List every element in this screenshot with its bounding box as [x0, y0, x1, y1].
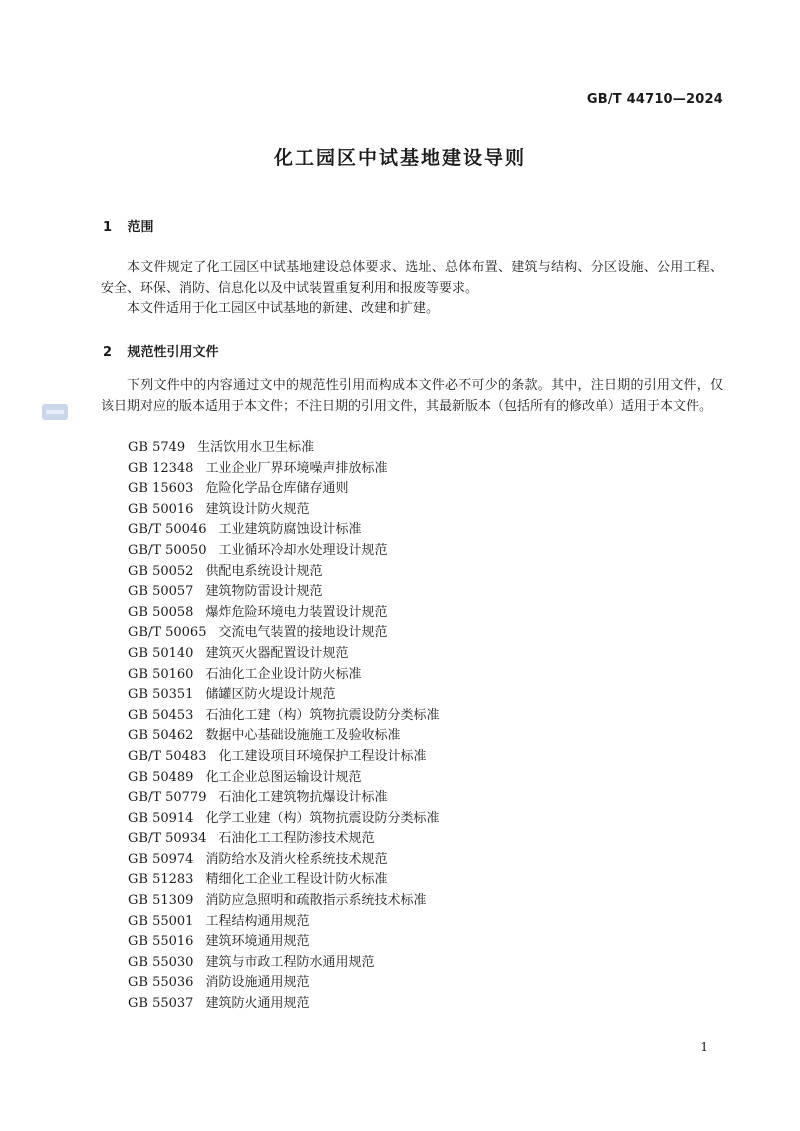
reference-item: [128, 953, 439, 974]
reference-title: 建筑与市政工程防水通用规范: [205, 954, 375, 970]
reference-item: [128, 932, 439, 953]
paragraph: 本文件规定了化工园区中试基地建设总体要求、选址、总体布置、建筑与结构、分区设施、公用工程、安全、环保、消防、信息化以及中试装置重复利用和报废等要求。: [101, 260, 723, 296]
section-heading-normative-references: [103, 341, 219, 360]
reference-item: [128, 809, 439, 830]
reference-title: 工业企业厂界环境噪声排放标准: [205, 460, 388, 476]
references-intro: [101, 376, 723, 417]
reference-code: GB 50058: [128, 604, 194, 620]
reference-code: GB 12348: [128, 460, 194, 476]
reference-code: GB/T 50934: [128, 831, 207, 847]
reference-title: 建筑灭火器配置设计规范: [205, 645, 349, 661]
section-number: 1: [103, 220, 113, 235]
reference-title: 化工建设项目环境保护工程设计标准: [218, 748, 427, 764]
reference-title: 建筑物防雷设计规范: [205, 584, 323, 600]
scope-body: [101, 258, 723, 320]
paragraph: 下列文件中的内容通过文中的规范性引用而构成本文件必不可少的条款。其中，注日期的引用文件，仅该日期对应的版本适用于本文件；不注日期的引用文件，其最新版本（包括所有的修改单）适用于本文件。: [101, 378, 723, 414]
reference-item: [128, 726, 439, 747]
reference-item: [128, 768, 439, 789]
reference-item: [128, 829, 439, 850]
reference-title: 石油化工工程防渗技术规范: [218, 831, 375, 847]
reference-code: GB 5749: [128, 440, 186, 455]
reference-code: GB 55036: [128, 975, 194, 991]
paragraph: 本文件适用于化工园区中试基地的新建、改建和扩建。: [127, 301, 440, 316]
reference-code: GB 50016: [128, 501, 194, 517]
reference-code: GB 50489: [128, 769, 194, 785]
reference-title: 爆炸危险环境电力装置设计规范: [205, 604, 388, 620]
section-title: 范围: [127, 220, 154, 235]
page-number: 1: [700, 1040, 708, 1054]
reference-item: [128, 706, 439, 727]
reference-item: [128, 747, 439, 768]
reference-code: GB 55037: [128, 996, 194, 1012]
section-heading-scope: [103, 216, 154, 235]
reference-title: 石油化工建筑物抗爆设计标准: [218, 790, 388, 806]
reference-title: 工业建筑防腐蚀设计标准: [218, 522, 362, 538]
reference-title: 储罐区防火堤设计规范: [205, 687, 336, 703]
reference-item: [128, 562, 439, 583]
watermark-logo: [42, 404, 68, 420]
reference-title: 生活饮用水卫生标准: [197, 440, 315, 455]
reference-code: GB 50052: [128, 563, 194, 579]
reference-item: [128, 500, 439, 521]
reference-item: [128, 582, 439, 603]
reference-item: [128, 891, 439, 912]
reference-item: [128, 850, 439, 871]
reference-item: [128, 459, 439, 480]
reference-title: 化学工业建（构）筑物抗震设防分类标准: [205, 810, 440, 826]
reference-code: GB 50462: [128, 728, 194, 744]
reference-item: [128, 623, 439, 644]
reference-title: 数据中心基础设施施工及验收标准: [205, 728, 401, 744]
reference-title: 建筑设计防火规范: [205, 501, 310, 517]
reference-code: GB/T 50046: [128, 522, 207, 538]
section-title: 规范性引用文件: [127, 345, 219, 360]
reference-code: GB/T 50065: [128, 625, 207, 641]
reference-code: GB 50453: [128, 707, 194, 723]
reference-item: [128, 520, 439, 541]
reference-item: [128, 665, 439, 686]
reference-list: [128, 438, 439, 1015]
section-number: 2: [103, 345, 113, 360]
reference-code: GB/T 50483: [128, 748, 207, 764]
reference-code: GB/T 50050: [128, 542, 207, 558]
reference-item: [128, 644, 439, 665]
reference-code: GB 51309: [128, 893, 194, 909]
reference-code: GB 50914: [128, 810, 194, 826]
reference-item: [128, 788, 439, 809]
reference-title: 工程结构通用规范: [205, 913, 310, 929]
reference-code: GB 50057: [128, 584, 194, 600]
reference-title: 消防应急照明和疏散指示系统技术标准: [205, 893, 427, 909]
reference-item: [128, 603, 439, 624]
reference-title: 建筑防火通用规范: [205, 996, 310, 1012]
standard-code: GB/T 44710—2024: [586, 92, 723, 107]
reference-code: GB 50160: [128, 666, 194, 682]
document-title: 化工园区中试基地建设导则: [273, 147, 526, 169]
reference-code: GB 50351: [128, 687, 194, 703]
reference-item: [128, 870, 439, 891]
reference-title: 精细化工企业工程设计防火标准: [205, 872, 388, 888]
reference-item: [128, 479, 439, 500]
reference-item: [128, 685, 439, 706]
reference-title: 建筑环境通用规范: [205, 934, 310, 950]
reference-title: 危险化学品仓库储存通则: [205, 481, 349, 497]
reference-code: GB 50974: [128, 851, 194, 867]
reference-title: 化工企业总图运输设计规范: [205, 769, 362, 785]
reference-code: GB/T 50779: [128, 790, 207, 806]
reference-title: 石油化工企业设计防火标准: [205, 666, 362, 682]
reference-title: 消防设施通用规范: [205, 975, 310, 991]
reference-item: [128, 994, 439, 1015]
reference-title: 交流电气装置的接地设计规范: [218, 625, 388, 641]
reference-code: GB 55016: [128, 934, 194, 950]
reference-item: [128, 541, 439, 562]
reference-item: [128, 912, 439, 933]
reference-code: GB 51283: [128, 872, 194, 888]
reference-code: GB 50140: [128, 645, 194, 661]
reference-code: GB 15603: [128, 481, 194, 497]
reference-title: 消防给水及消火栓系统技术规范: [205, 851, 388, 867]
reference-title: 供配电系统设计规范: [205, 563, 323, 579]
reference-title: 石油化工建（构）筑物抗震设防分类标准: [205, 707, 440, 723]
reference-item: [128, 973, 439, 994]
reference-title: 工业循环冷却水处理设计规范: [218, 542, 388, 558]
reference-item: [128, 438, 439, 459]
reference-code: GB 55030: [128, 954, 194, 970]
reference-code: GB 55001: [128, 913, 194, 929]
